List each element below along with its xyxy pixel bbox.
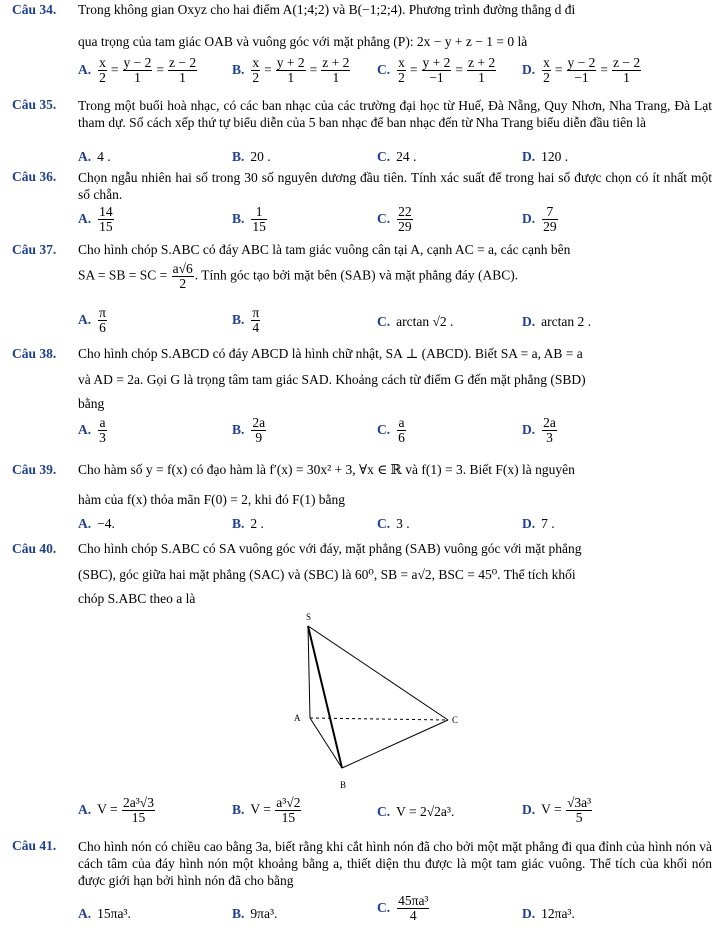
edge-sa bbox=[308, 626, 310, 718]
edge-ab bbox=[310, 718, 342, 768]
option-b[interactable]: B. $\frac{x}{2}$ = $\frac{y + 2}{1}$ = $\frac{z + 2}{1}$ bbox=[232, 55, 350, 85]
option-c[interactable]: C. 3 . bbox=[377, 516, 410, 531]
question-text: Cho hình chóp S.ABC có SA vuông góc với đáy, mặt phẳng (SAB) vuông góc với mặt phẳng bbox=[78, 541, 582, 556]
question-text: Cho hình chóp S.ABCD có đáy ABCD là hình chữ nhật, SA ⊥ (ABCD). Biết SA = a, AB = a bbox=[78, 346, 583, 361]
question-number: Câu 35. bbox=[12, 97, 57, 112]
option-b[interactable]: B. $\frac{\pi}{4}$ bbox=[232, 305, 260, 335]
option-d[interactable]: D. $\frac{2a}{3}$ bbox=[522, 415, 556, 445]
question-text: và AD = 2a. Gọi G là trọng tâm tam giác SAD. Khoảng cách từ điểm G đến mặt phẳng (SBD) bbox=[78, 372, 586, 387]
option-b[interactable]: B. 20 . bbox=[232, 149, 271, 164]
edge-sb bbox=[308, 626, 342, 768]
option-c[interactable]: C. $\frac{\text{45πa³}}{4}$ bbox=[377, 893, 429, 923]
question-number: Câu 38. bbox=[12, 346, 57, 361]
option-d[interactable]: D. 12πa³. bbox=[522, 906, 575, 921]
edge-bc bbox=[342, 720, 448, 768]
question-text: Cho hình chóp S.ABC có đáy ABC là tam giác vuông cân tại A, cạnh AC = a, các cạnh bên bbox=[78, 242, 571, 257]
option-a[interactable]: A. $\frac{\pi}{6}$ bbox=[78, 305, 106, 335]
option-d[interactable]: D. V = $\frac{\text{√3a³}}{5}$ bbox=[522, 795, 592, 825]
question-text: (SBC), góc giữa hai mặt phẳng (SAC) và (SBC) là 60⁰, SB = a√2, BSC = 45⁰. Thể tích khối bbox=[78, 567, 576, 582]
question-number: Câu 39. bbox=[12, 462, 57, 477]
vertex-label-a: A bbox=[294, 713, 301, 723]
option-d[interactable]: D. 7 . bbox=[522, 516, 555, 531]
vertex-label-s: S bbox=[306, 612, 312, 622]
question-text: Trong không gian Oxyz cho hai điểm A(1;4;2) và B(−1;2;4). Phương trình đường thẳng d đi bbox=[78, 2, 576, 17]
option-c[interactable]: C. $\frac{x}{2}$ = $\frac{y + 2}{-1}$ = $\frac{z + 2}{1}$ bbox=[377, 55, 496, 85]
question-text: Cho hàm số y = f(x) có đạo hàm là f′(x) = 30x² + 3, ∀x ∈ ℝ và f(1) = 3. Biết F(x) là nguyên bbox=[78, 462, 575, 477]
option-b[interactable]: B. 9πa³. bbox=[232, 906, 278, 921]
question-text: Chọn ngẫu nhiên hai số trong 30 số nguyên dương đầu tiên. Tính xác suất để trong hai số được chọn có ít nhất một số chẵn. bbox=[78, 170, 712, 202]
pyramid-figure bbox=[290, 612, 470, 794]
option-c[interactable]: C. 24 . bbox=[377, 149, 417, 164]
option-a[interactable]: A. $\frac{a}{3}$ bbox=[78, 415, 106, 445]
option-c[interactable]: C. $\frac{22}{29}$ bbox=[377, 204, 412, 234]
option-b[interactable]: B. V = $\frac{\text{a³√2}}{15}$ bbox=[232, 795, 301, 825]
question-text: SA = SB = SC = $\frac{a√6}{2}$ . Tính góc tạo bởi mặt bên (SAB) và mặt phẳng đáy (ABC). bbox=[78, 261, 519, 291]
vertex-label-c: C bbox=[452, 715, 459, 725]
edge-sc bbox=[308, 626, 448, 720]
question-text: chóp S.ABC theo a là bbox=[78, 591, 196, 606]
option-a[interactable]: A. V = $\frac{\text{2a³√3}}{15}$ bbox=[78, 795, 154, 825]
option-c[interactable]: C. arctan √2 . bbox=[377, 314, 454, 329]
question-text: Cho hình nón có chiều cao bằng 3a, biết rằng khi cắt hình nón đã cho bởi một mặt phẳng đi qua đỉnh của hình nón và cách tâm của đáy hình nón một khoảng bằng a, thiết diện thu được là một tam giác vuông. Thể tích của khối nón được giới hạn bởi hình nón đã cho bằng bbox=[78, 839, 712, 888]
question-number: Câu 41. bbox=[12, 838, 57, 853]
question-number: Câu 37. bbox=[12, 242, 57, 257]
question-number: Câu 34. bbox=[12, 2, 57, 17]
question-text: bằng bbox=[78, 396, 105, 411]
question-number: Câu 40. bbox=[12, 541, 57, 556]
vertex-label-b: B bbox=[340, 780, 347, 790]
question-number: Câu 36. bbox=[12, 169, 57, 184]
option-b[interactable]: B. $\frac{1}{15}$ bbox=[232, 204, 266, 234]
option-a[interactable]: A. 15πa³. bbox=[78, 906, 131, 921]
question-text: Trong một buổi hoà nhạc, có các ban nhạc của các trường đại học từ Huế, Đà Nẵng, Quy Nhơn, Nha Trang, Đà Lạt tham dự. Số cách xếp thứ tự biểu diễn của 5 ban nhạc để ban nhạc đến từ Nha Trang biểu diễn đầu tiên là bbox=[78, 98, 712, 130]
option-b[interactable]: B. 2 . bbox=[232, 516, 264, 531]
option-b[interactable]: B. $\frac{2a}{9}$ bbox=[232, 415, 266, 445]
option-d[interactable]: D. $\frac{7}{29}$ bbox=[522, 204, 557, 234]
option-c[interactable]: C. V = 2√2a³. bbox=[377, 804, 455, 819]
option-d[interactable]: D. 120 . bbox=[522, 149, 569, 164]
question-text: hàm của f(x) thỏa mãn F(0) = 2, khi đó F(1) bằng bbox=[78, 492, 346, 507]
option-a[interactable]: A. 4 . bbox=[78, 149, 111, 164]
question-text: qua trọng của tam giác OAB và vuông góc với mặt phẳng (P): 2x − y + z − 1 = 0 là bbox=[78, 34, 528, 49]
option-c[interactable]: C. $\frac{a}{6}$ bbox=[377, 415, 405, 445]
option-a[interactable]: A. −4. bbox=[78, 516, 115, 531]
pyramid-diagram bbox=[290, 612, 470, 794]
option-d[interactable]: D. arctan 2 . bbox=[522, 314, 591, 329]
option-a[interactable]: A. $\frac{14}{15}$ bbox=[78, 204, 113, 234]
option-d[interactable]: D. $\frac{x}{2}$ = $\frac{y - 2}{-1}$ = $\frac{z - 2}{1}$ bbox=[522, 55, 641, 85]
option-a[interactable]: A. $\frac{x}{2}$ = $\frac{y - 2}{1}$ = $\frac{z - 2}{1}$ bbox=[78, 55, 197, 85]
